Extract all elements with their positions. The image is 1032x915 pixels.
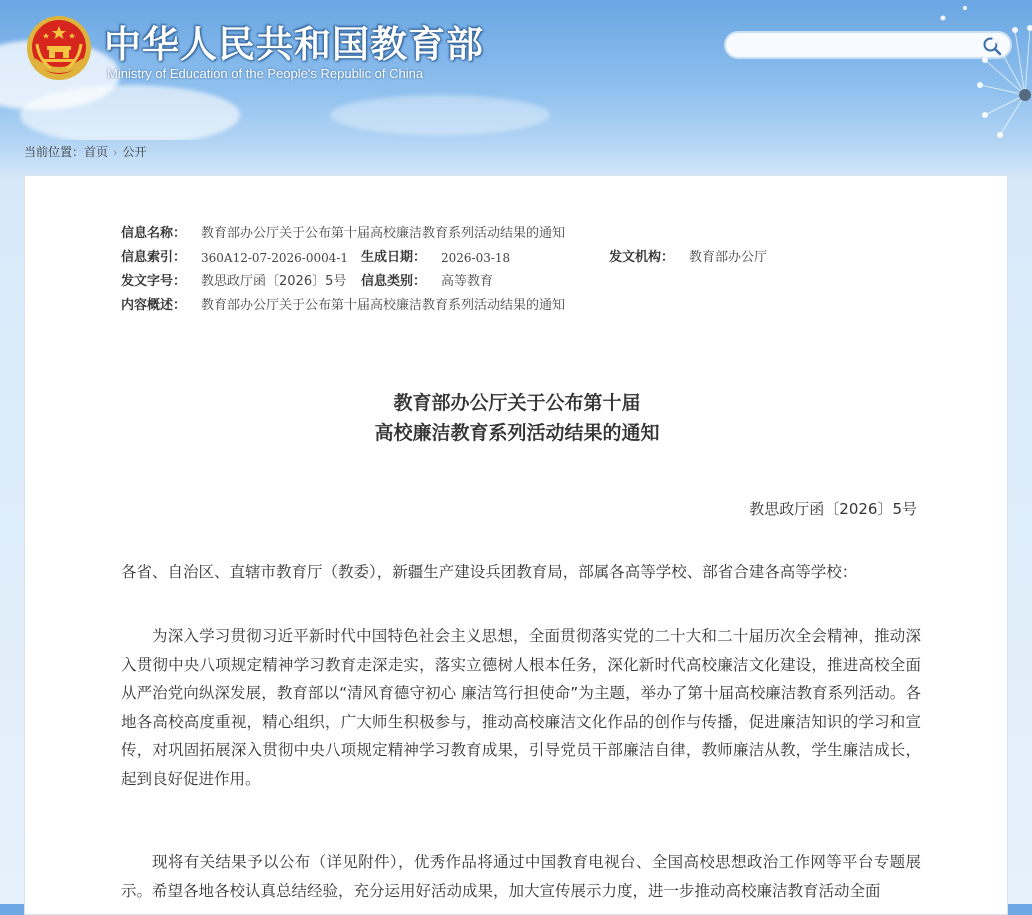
- site-title-cn[interactable]: 中华人民共和国教育部: [104, 23, 484, 66]
- breadcrumb-current-link[interactable]: 公开: [122, 145, 147, 159]
- meta-index-value: 360A12-07-2026-0004-1: [201, 251, 349, 265]
- site-header: [0, 0, 1032, 140]
- breadcrumb: [24, 143, 146, 160]
- meta-category-label: 信息类别：: [361, 274, 427, 289]
- content-panel: [24, 175, 1008, 915]
- document-title-line2: 高校廉洁教育系列活动结果的通知: [374, 422, 660, 444]
- document-paragraph-2: 现将有关结果予以公布（详见附件），优秀作品将通过中国教育电视台、全国高校思想政治工作网等平台专题展示。希望各地各校认真总结经验，充分运用好活动成果，加大宣传展示力度，进一步推动高校廉洁教育活动全面: [121, 853, 921, 900]
- meta-name-label: 信息名称：: [121, 226, 187, 241]
- meta-name-value: 教育部办公厅关于公布第十届高校廉洁教育系列活动结果的通知: [201, 226, 566, 241]
- meta-docno-value: 教思政厅函〔2026〕5号: [201, 274, 347, 289]
- site-title-en[interactable]: Ministry of Education of the People's Republic of China: [107, 66, 424, 81]
- meta-issuer-label: 发文机构：: [609, 250, 675, 265]
- breadcrumb-label: 当前位置：: [24, 145, 85, 159]
- cloud-decoration: [330, 95, 550, 135]
- document-title: [25, 388, 1009, 448]
- meta-summary-label: 内容概述：: [121, 298, 187, 313]
- national-emblem-icon[interactable]: [25, 14, 93, 82]
- meta-date-label: 生成日期：: [361, 250, 427, 265]
- meta-date-value: 2026-03-18: [441, 251, 511, 265]
- document-title-line1: 教育部办公厅关于公布第十届: [393, 392, 641, 414]
- breadcrumb-home-link[interactable]: 首页: [84, 145, 109, 159]
- meta-docno-label: 发文字号：: [121, 274, 187, 289]
- cloud-decoration: [20, 85, 240, 140]
- meta-issuer-value: 教育部办公厅: [689, 250, 768, 265]
- meta-summary-value: 教育部办公厅关于公布第十届高校廉洁教育系列活动结果的通知: [201, 298, 566, 313]
- document-addressee: 各省、自治区、直辖市教育厅（教委），新疆生产建设兵团教育局，部属各高等学校、部省合建各高等学校：: [121, 563, 858, 581]
- meta-category-value: 高等教育: [441, 274, 494, 289]
- meta-index-label: 信息索引：: [121, 250, 187, 265]
- dandelion-decoration: [925, 0, 1032, 140]
- document-paragraph-1: 为深入学习贯彻习近平新时代中国特色社会主义思想，全面贯彻落实党的二十大和二十届历次全会精神，推动深入贯彻中央八项规定精神学习教育走深走实，落实立德树人根本任务，深化新时代高校廉洁文化建设，推进高校全面从严治党向纵深发展，教育部以“清风育德守初心 廉洁笃行担使命”为主题，举办了第十届高校廉洁教育系列活动。各地各高校高度重视，精心组织，广大师生积极参与，推动高校廉洁文化作品的创作与传播，促进廉洁知识的学习和宣传，对巩固拓展深入贯彻中央八项规定精神学习教育成果，引导党员干部廉洁自律，教师廉洁从教，学生廉洁成长，起到良好促进作用。: [121, 627, 921, 788]
- chevron-right-icon: ›: [113, 146, 118, 159]
- document-number: 教思政厅函〔2026〕5号: [749, 500, 917, 518]
